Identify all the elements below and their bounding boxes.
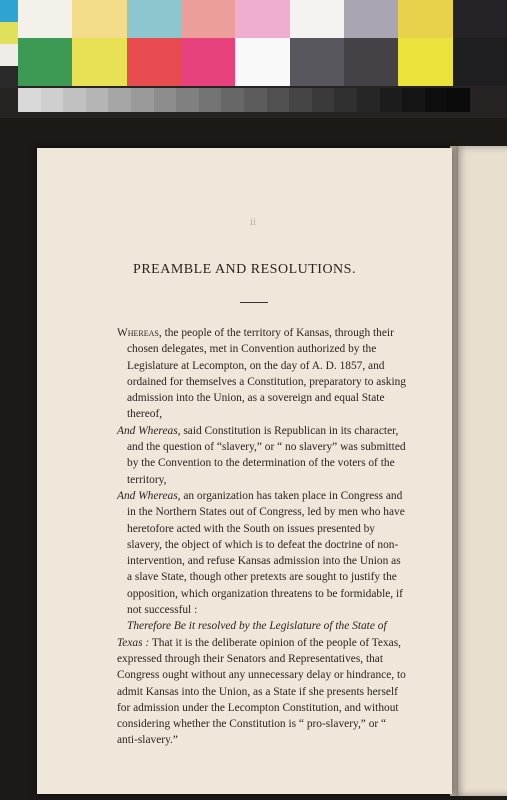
paragraph-body: the people of the territory of Kansas, through their chosen delegates, met in Convention authorized by the Legislature at Lecompton, on the day of A. D. 1857, and ordained for themselves a Constitution, preparatory to asking admission into the Union, as a sovereign and equal State thereof, — [127, 327, 407, 421]
gray-step-patch — [289, 88, 312, 112]
color-patch — [181, 0, 235, 38]
gray-step-patch — [18, 88, 41, 112]
color-patch — [181, 38, 235, 86]
paragraph-lead: Whereas, — [117, 327, 162, 339]
calibration-edge-strip — [0, 0, 18, 88]
grayscale-step-wedge — [18, 88, 470, 112]
color-patch — [290, 38, 344, 86]
paragraph-lead: Therefore Be it resolved by the Legislature of the State of Texas : — [117, 620, 387, 649]
paragraph-whereas — [117, 325, 407, 423]
color-patch — [453, 38, 507, 86]
gray-step-patch — [86, 88, 109, 112]
calibration-top-row — [18, 0, 507, 38]
body-text — [117, 325, 407, 749]
color-patch — [398, 38, 452, 86]
paragraph-body: an organization has taken place in Congress and in the Northern States out of Congress, led by men who have heretofore acted with the South on issues presented by slavery, the object of which is to defeat the doctrine of non-intervention, and refuse Kansas admission into the Union as a slave State, though other pretexts are sought to justify the opposition, which organization threatens to be formidable, if not successful : — [127, 489, 405, 617]
title-rule — [240, 302, 268, 303]
edge-patch — [0, 22, 18, 44]
gray-step-patch — [357, 88, 380, 112]
paragraph-lead: And Whereas, — [117, 489, 181, 502]
paragraph-and-whereas-1 — [117, 423, 407, 488]
color-patch — [18, 38, 72, 86]
color-calibration-target — [0, 0, 507, 118]
page-title: PREAMBLE AND RESOLUTIONS. — [133, 262, 356, 277]
facing-page — [456, 146, 507, 796]
color-patch — [344, 0, 398, 38]
color-patch — [72, 38, 126, 86]
gray-step-patch — [244, 88, 267, 112]
color-patch — [127, 38, 181, 86]
gray-step-patch — [312, 88, 335, 112]
calibration-mid-row — [18, 38, 507, 86]
paragraph-resolution — [117, 618, 407, 748]
color-patch — [235, 38, 289, 86]
gray-step-patch — [221, 88, 244, 112]
gray-step-patch — [63, 88, 86, 112]
gray-step-patch — [41, 88, 64, 112]
gray-step-patch — [176, 88, 199, 112]
edge-patch — [0, 44, 18, 66]
color-patch — [453, 0, 507, 38]
gray-step-patch — [447, 88, 470, 112]
color-patch — [18, 0, 72, 38]
gray-step-patch — [380, 88, 403, 112]
paragraph-body: That it is the deliberate opinion of the people of Texas, expressed through their Senators and Representatives, that Congress ought without any unnecessary delay or hindrance, to admit Kansas into the Union, as a State if she presents herself for admission under the Lecompton Constitution, and without considering whether the Constitution is “ pro-slavery,” or “ anti-slavery.” — [117, 636, 406, 747]
page-folio: ii — [250, 218, 256, 228]
gray-step-patch — [131, 88, 154, 112]
paragraph-lead: And Whereas, — [117, 424, 181, 437]
color-patch — [344, 38, 398, 86]
color-patch — [235, 0, 289, 38]
gray-step-patch — [425, 88, 448, 112]
gray-step-patch — [402, 88, 425, 112]
gray-step-patch — [267, 88, 290, 112]
gray-step-patch — [154, 88, 177, 112]
gray-step-patch — [334, 88, 357, 112]
color-patch — [72, 0, 126, 38]
color-patch — [127, 0, 181, 38]
edge-patch — [0, 66, 18, 88]
gray-step-patch — [199, 88, 222, 112]
paragraph-body: said Constitution is Republican in its character, and the question of “slavery,” or “ no slavery” was submitted by the Convention to the determination of the voters of the territory, — [127, 424, 406, 486]
edge-patch — [0, 0, 18, 22]
color-patch — [398, 0, 452, 38]
paragraph-and-whereas-2 — [117, 488, 407, 618]
color-patch — [290, 0, 344, 38]
gray-step-patch — [108, 88, 131, 112]
